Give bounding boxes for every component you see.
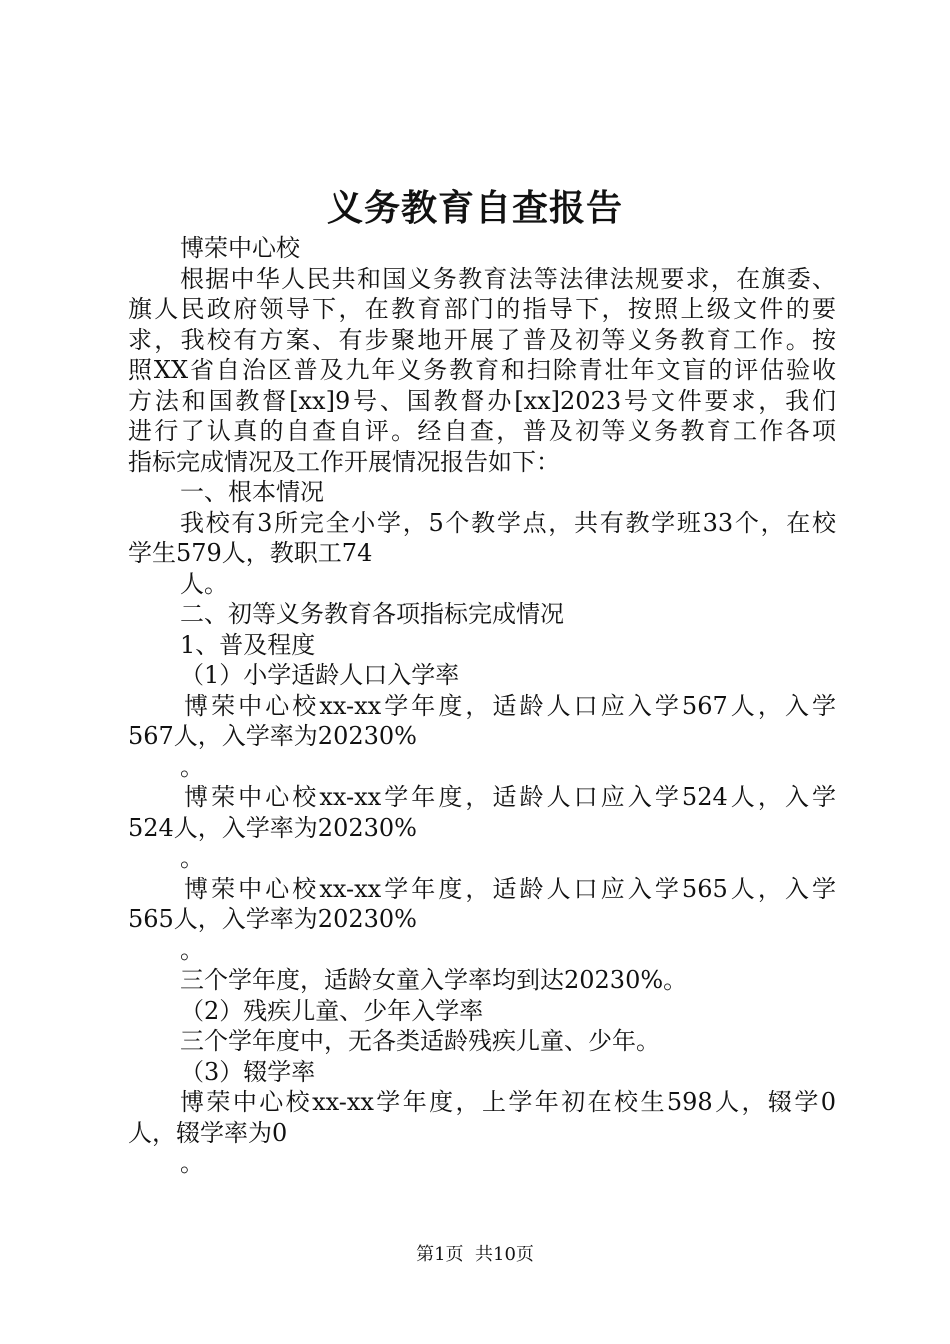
page-footer [0,1243,950,1267]
page-total: 共10页 [475,1244,534,1265]
paragraph-line: 。 [180,935,204,964]
paragraph-line: 学生579人，教职工74 [128,539,373,567]
subsection-heading: 1、普及程度 [180,630,316,659]
page-number: 第1页 [416,1244,464,1265]
document-title: 义务教育自查报告 [326,187,623,229]
paragraph-line: 指标完成情况及工作开展情况报告如下： [128,447,560,476]
paragraph-line: 照XX省自治区普及九年义务教育和扫除青壮年文盲的评估验收 [128,356,836,384]
paragraph-line: 根据中华人民共和国义务教育法等法律法规要求，在旗委、 [180,264,836,293]
paragraph-line: 求，我校有方案、有步聚地开展了普及初等义务教育工作。按 [128,325,836,354]
paragraph-line: 三个学年度，适龄女童入学率均到达20230%。 [180,966,688,994]
paragraph-line: 。 [180,1149,204,1177]
paragraph-line: 旗人民政府领导下，在教育部门的指导下，按照上级文件的要 [128,295,836,323]
document-body [128,233,836,1179]
paragraph-line: 。 [180,752,204,781]
paragraph-line: 524人，入学率为20230% [128,813,417,842]
paragraph-line: 567人，入学率为20230% [128,722,417,750]
section-heading: 一、根本情况 [180,478,324,506]
paragraph-line: 博荣中心校xx-xx学年度，上学年初在校生598人，辍学0 [180,1088,836,1116]
paragraph-line: 人，辍学率为0 [128,1118,288,1147]
subsection-heading: （3）辍学率 [180,1057,316,1086]
paragraph-line: 博荣中心校xx-xx学年度，适龄人口应入学524人，入学 [184,783,836,811]
paragraph-line: 进行了认真的自查自评。经自查，普及初等义务教育工作各项 [128,417,836,445]
subsection-heading: （2）残疾儿童、少年入学率 [180,996,484,1025]
school-name: 博荣中心校 [180,234,300,262]
subsection-heading: （1）小学适龄人口入学率 [180,661,460,689]
paragraph-line: 我校有3所完全小学，5个教学点，共有教学班33个，在校 [180,508,836,537]
section-heading: 二、初等义务教育各项指标完成情况 [180,600,564,628]
paragraph-line: 博荣中心校xx-xx学年度，适龄人口应入学565人，入学 [184,874,836,903]
paragraph-line: 三个学年度中，无各类适龄残疾儿童、少年。 [180,1027,660,1055]
paragraph-line: 。 [180,844,204,872]
paragraph-line: 人。 [180,569,228,598]
paragraph-line: 博荣中心校xx-xx学年度，适龄人口应入学567人，入学 [184,691,836,720]
paragraph-line: 565人，入学率为20230% [128,905,417,933]
paragraph-line: 方法和国教督[xx]9号、国教督办[xx]2023号文件要求，我们 [128,386,836,415]
